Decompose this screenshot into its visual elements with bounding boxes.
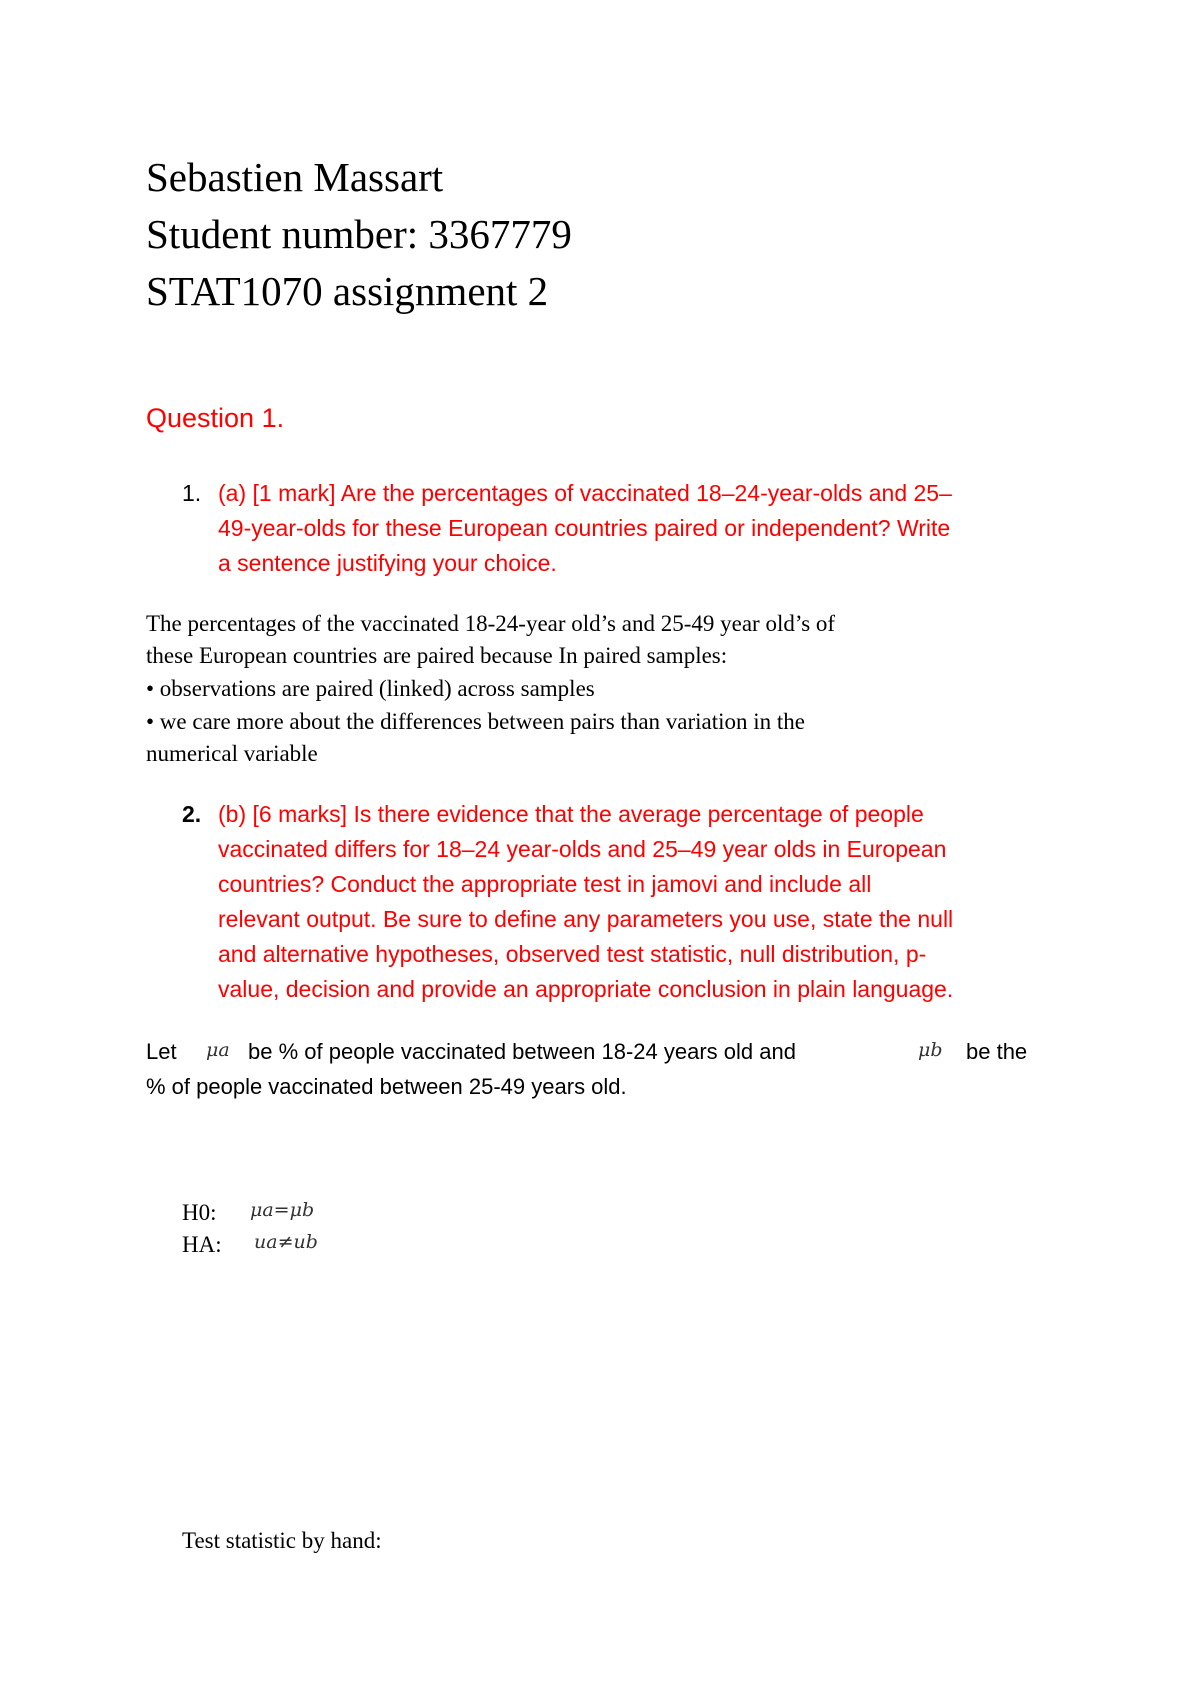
q2-text-line-4: relevant output. Be sure to define any parameters you use, state the null	[218, 906, 954, 932]
q2-text-line-1: (b) [6 marks] Is there evidence that the average percentage of people	[218, 801, 924, 827]
student-name: Sebastien Massart	[146, 154, 444, 200]
definition-let: Let	[146, 1039, 177, 1064]
q1-answer-line-1: The percentages of the vaccinated 18-24-year old’s and 25-49 year old’s of	[146, 611, 836, 636]
q1-answer-line-5: numerical variable	[146, 741, 318, 766]
h0-expression: μa=μb	[250, 1199, 315, 1221]
question-heading: Question 1.	[146, 403, 285, 433]
q1-answer-bullet-2: • we care more about the differences between pairs than variation in the	[146, 709, 806, 734]
q1-text-line-1: (a) [1 mark] Are the percentages of vaccinated 18–24-year-olds and 25–	[218, 480, 952, 506]
mu-b-symbol: μb	[918, 1039, 943, 1061]
mu-a-symbol: μa	[206, 1039, 230, 1061]
q1-answer-line-2: these European countries are paired because In paired samples:	[146, 643, 728, 668]
definition-end: be the	[966, 1039, 1028, 1064]
ha-expression: ua≠ub	[254, 1231, 318, 1253]
q1-text-line-2: 49-year-olds for these European countries paired or independent? Write	[218, 515, 951, 541]
q1-text-line-3: a sentence justifying your choice.	[218, 550, 557, 576]
q2-number: 2.	[182, 801, 202, 827]
q2-text-line-2: vaccinated differs for 18–24 year-olds and 25–49 year olds in European	[218, 836, 947, 862]
q2-text-line-6: value, decision and provide an appropriate conclusion in plain language.	[218, 976, 954, 1002]
assignment-title: STAT1070 assignment 2	[146, 268, 549, 314]
q2-text-line-3: countries? Conduct the appropriate test in jamovi and include all	[218, 871, 872, 897]
q1-answer-bullet-1: • observations are paired (linked) across samples	[146, 676, 595, 701]
test-statistic-label: Test statistic by hand:	[182, 1528, 382, 1553]
ha-label: HA:	[182, 1232, 222, 1257]
q1-number: 1.	[182, 480, 202, 506]
definition-line-2: % of people vaccinated between 25-49 years old.	[146, 1074, 627, 1099]
student-number: Student number: 3367779	[146, 211, 572, 257]
definition-mid: be % of people vaccinated between 18-24 years old and	[248, 1039, 796, 1064]
q2-text-line-5: and alternative hypotheses, observed test statistic, null distribution, p-	[218, 941, 927, 967]
h0-label: H0:	[182, 1200, 217, 1225]
